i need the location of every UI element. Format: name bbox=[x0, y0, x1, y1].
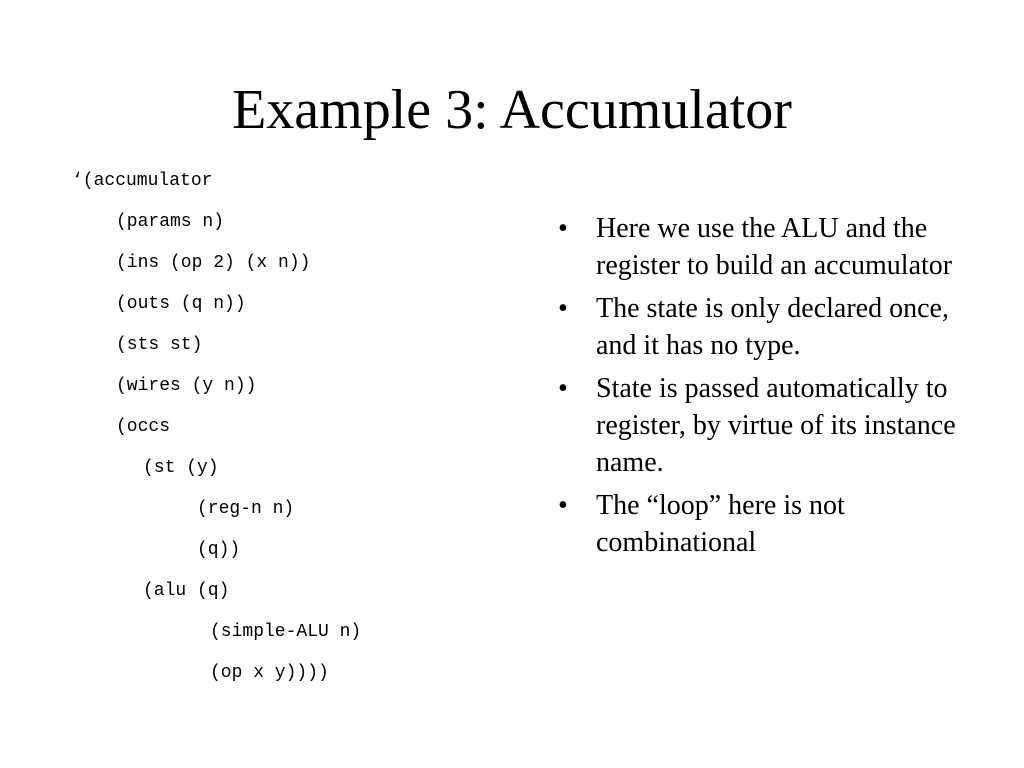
bullet-text: The “loop” here is not combinational bbox=[596, 490, 845, 558]
bullet-icon: • bbox=[558, 293, 568, 324]
bullet-text: The state is only declared once, and it has no type. bbox=[596, 293, 949, 361]
bullet-icon: • bbox=[558, 373, 568, 404]
bullet-list bbox=[556, 210, 956, 567]
code-line: (simple-ALU n) bbox=[210, 622, 362, 642]
bullet-item bbox=[556, 487, 956, 561]
code-line: (st (y) bbox=[143, 458, 219, 478]
code-line: ‘(accumulator bbox=[72, 171, 213, 191]
code-line: (reg-n n) bbox=[197, 499, 295, 519]
bullet-item bbox=[556, 370, 956, 481]
bullet-icon: • bbox=[558, 213, 568, 244]
code-line: (op x y)))) bbox=[210, 663, 329, 683]
bullet-item bbox=[556, 210, 956, 284]
code-line: (alu (q) bbox=[143, 581, 230, 601]
bullet-item bbox=[556, 290, 956, 364]
bullet-text: State is passed automatically to register, by virtue of its instance name. bbox=[596, 373, 956, 478]
code-line: (ins (op 2) (x n)) bbox=[116, 253, 311, 273]
code-line: (sts st) bbox=[116, 335, 203, 355]
code-line: (wires (y n)) bbox=[116, 376, 257, 396]
code-line: (q)) bbox=[197, 540, 241, 560]
code-line: (params n) bbox=[116, 212, 225, 232]
bullet-text: Here we use the ALU and the register to build an accumulator bbox=[596, 213, 953, 281]
code-line: (outs (q n)) bbox=[116, 294, 246, 314]
bullet-icon: • bbox=[558, 490, 568, 521]
code-line: (occs bbox=[116, 417, 171, 437]
slide-title: Example 3: Accumulator bbox=[232, 79, 792, 141]
